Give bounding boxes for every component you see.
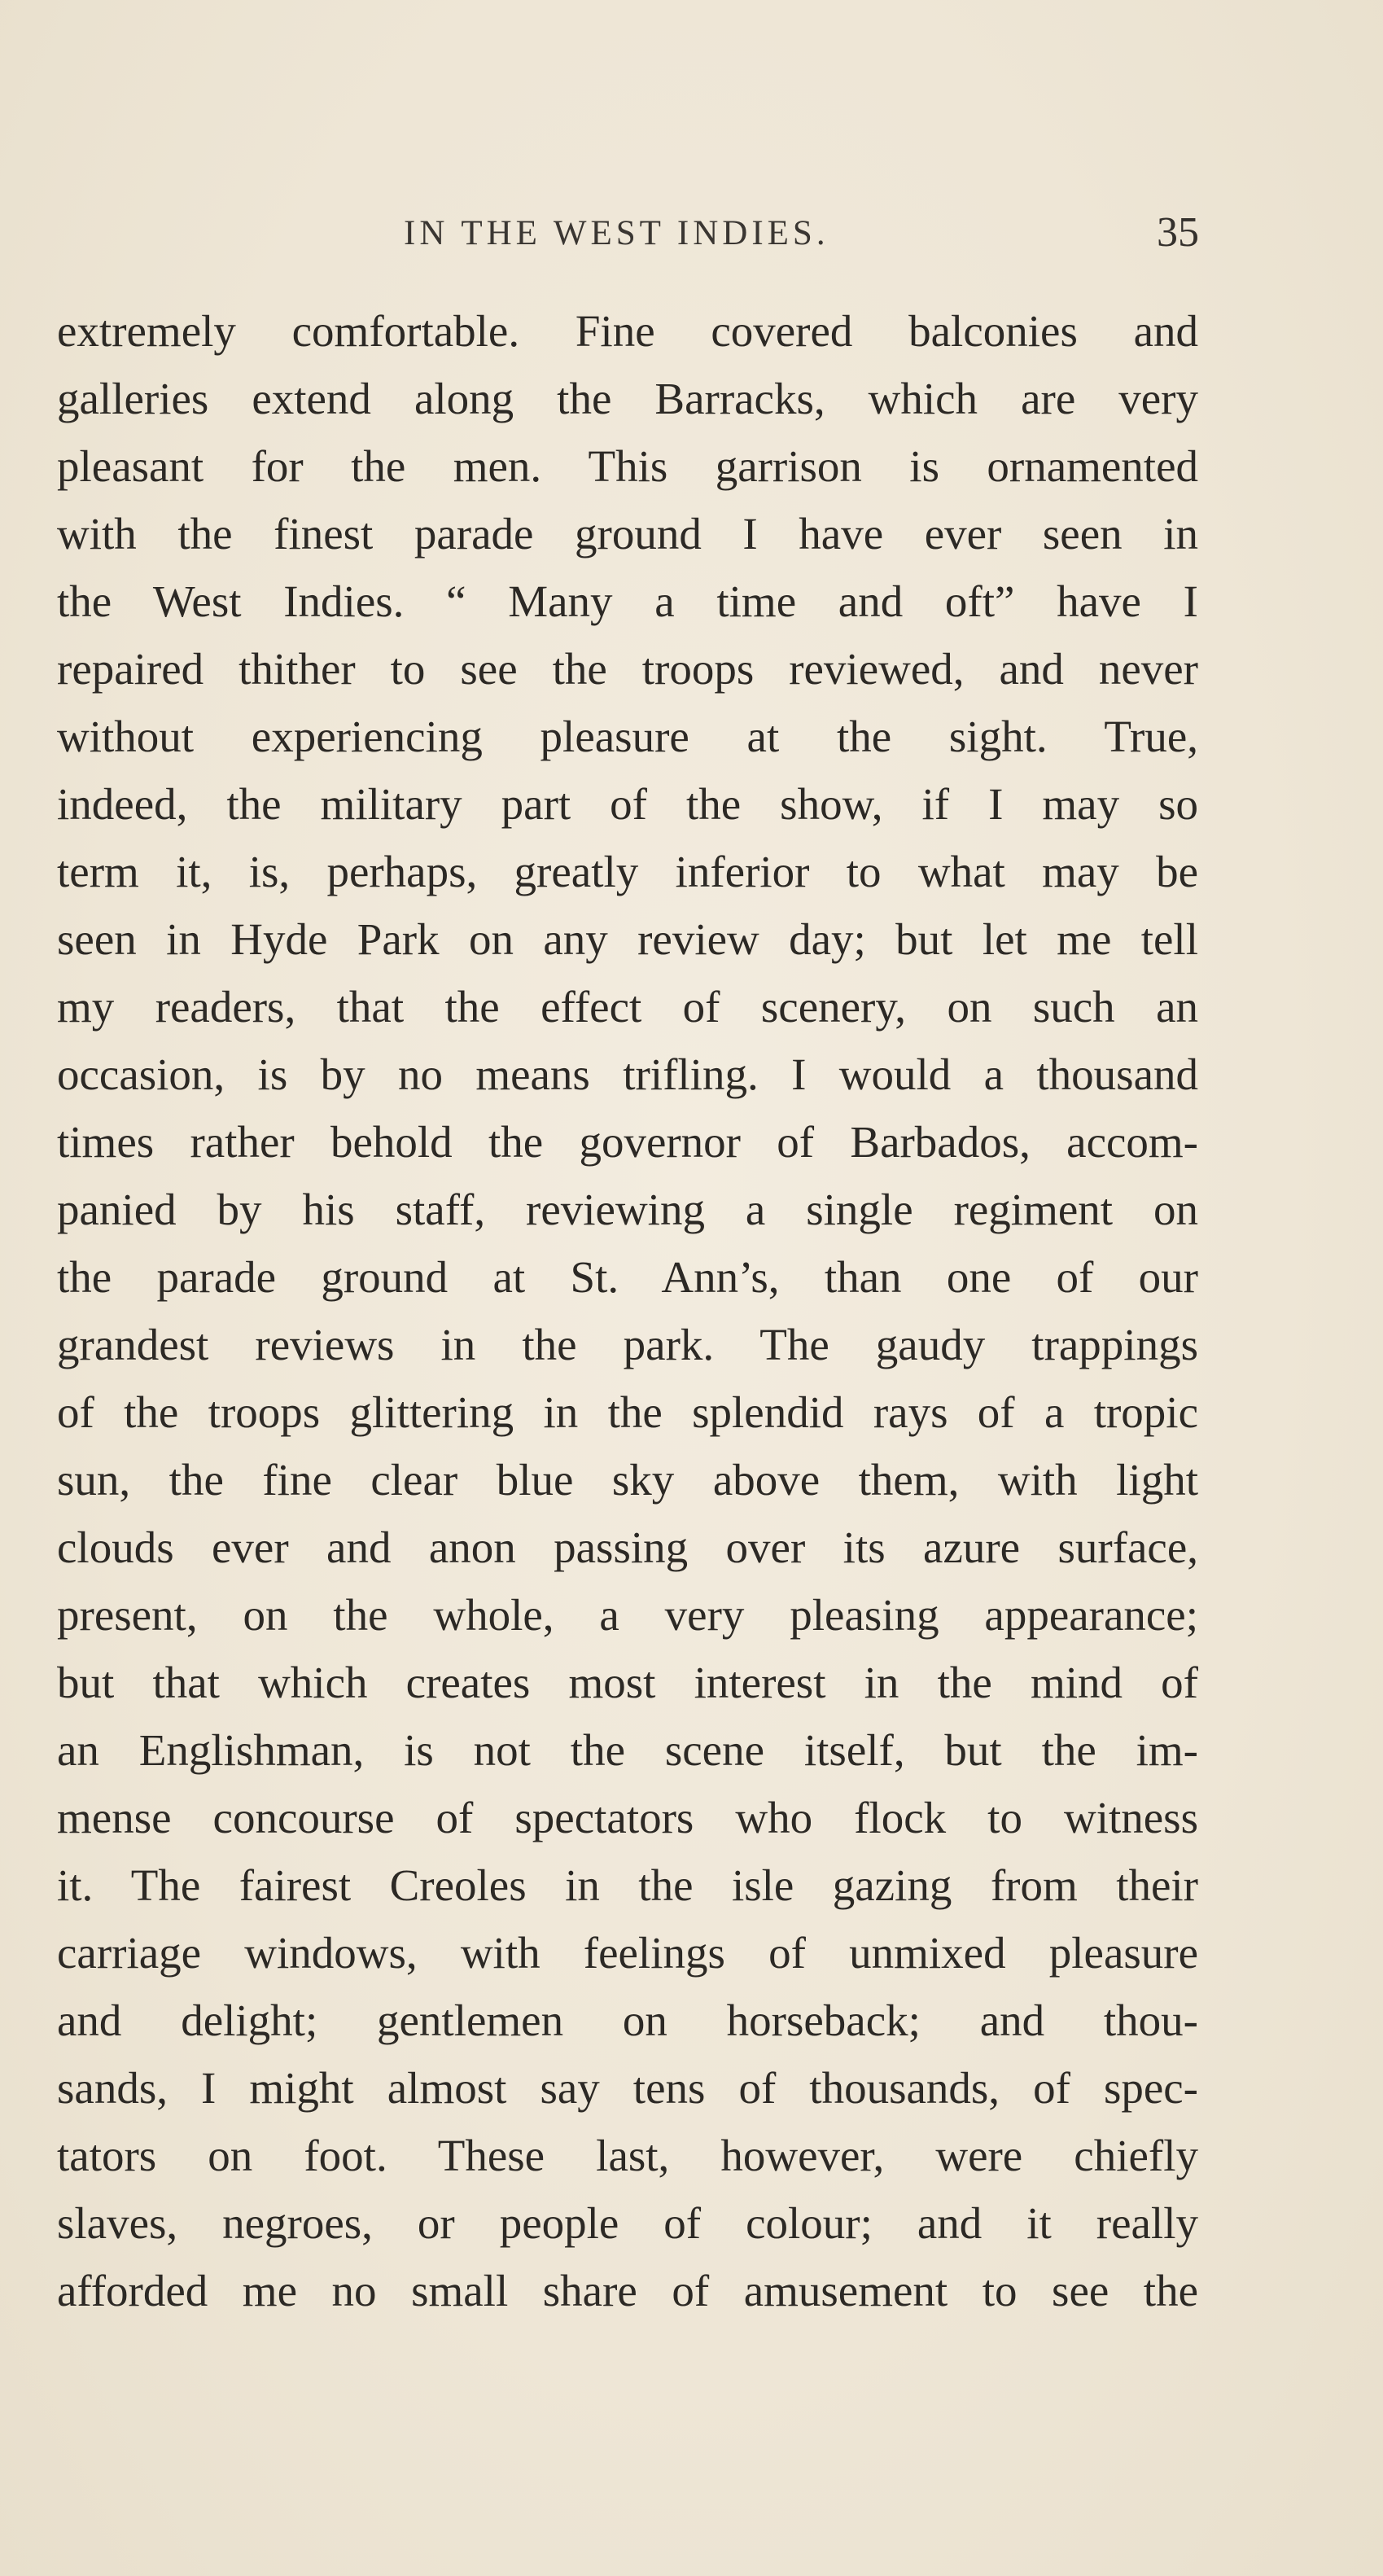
text-line: sands, I might almost say tens of thousands, of spec-: [57, 2063, 1198, 2113]
text-line: and delight; gentlemen on horseback; and thou-: [57, 1996, 1198, 2045]
text-line: slaves, negroes, or people of colour; and it really: [57, 2198, 1198, 2248]
text-line: tators on foot. These last, however, were chiefly: [57, 2131, 1198, 2180]
text-line: occasion, is by no means trifling. I would a thousand: [57, 1049, 1198, 1099]
text-line: but that which creates most interest in the mind of: [57, 1658, 1198, 1707]
text-line: extremely comfortable. Fine covered balconies and: [57, 306, 1198, 356]
text-line: galleries extend along the Barracks, which are very: [57, 374, 1198, 423]
text-line: pleasant for the men. This garrison is ornamented: [57, 441, 1198, 491]
text-line: with the finest parade ground I have ever seen in: [57, 509, 1198, 559]
text-line: indeed, the military part of the show, if I may so: [57, 779, 1198, 829]
text-line: my readers, that the effect of scenery, on such an: [57, 982, 1198, 1032]
text-line: sun, the fine clear blue sky above them, with light: [57, 1455, 1198, 1505]
page-number: 35: [1157, 209, 1199, 256]
text-line: seen in Hyde Park on any review day; but let me tell: [57, 914, 1198, 964]
text-line: without experiencing pleasure at the sight. True,: [57, 712, 1198, 761]
running-title: IN THE WEST INDIES.: [404, 214, 829, 252]
text-line: mense concourse of spectators who flock to witness: [57, 1793, 1198, 1842]
text-line: the parade ground at St. Ann’s, than one of our: [57, 1252, 1198, 1302]
text-line: times rather behold the governor of Barbados, accom-: [57, 1117, 1198, 1167]
running-head: [0, 209, 1383, 270]
text-line: grandest reviews in the park. The gaudy trappings: [57, 1320, 1198, 1369]
text-line: repaired thither to see the troops reviewed, and never: [57, 644, 1198, 694]
text-line: panied by his staff, reviewing a single regiment on: [57, 1185, 1198, 1234]
text-line: term it, is, perhaps, greatly inferior to what may be: [57, 847, 1198, 896]
text-line: of the troops glittering in the splendid rays of a tropic: [57, 1387, 1198, 1437]
text-line: clouds ever and anon passing over its azure surface,: [57, 1522, 1198, 1572]
text-line: carriage windows, with feelings of unmixed pleasure: [57, 1928, 1198, 1978]
text-line: the West Indies. “ Many a time and oft” have I: [57, 576, 1198, 626]
text-line: an Englishman, is not the scene itself, but the im-: [57, 1725, 1198, 1775]
body-text: [57, 297, 1198, 2324]
text-line: afforded me no small share of amusement to see the: [57, 2266, 1198, 2315]
text-line: present, on the whole, a very pleasing appearance;: [57, 1590, 1198, 1640]
text-line: it. The fairest Creoles in the isle gazing from their: [57, 1860, 1198, 1910]
